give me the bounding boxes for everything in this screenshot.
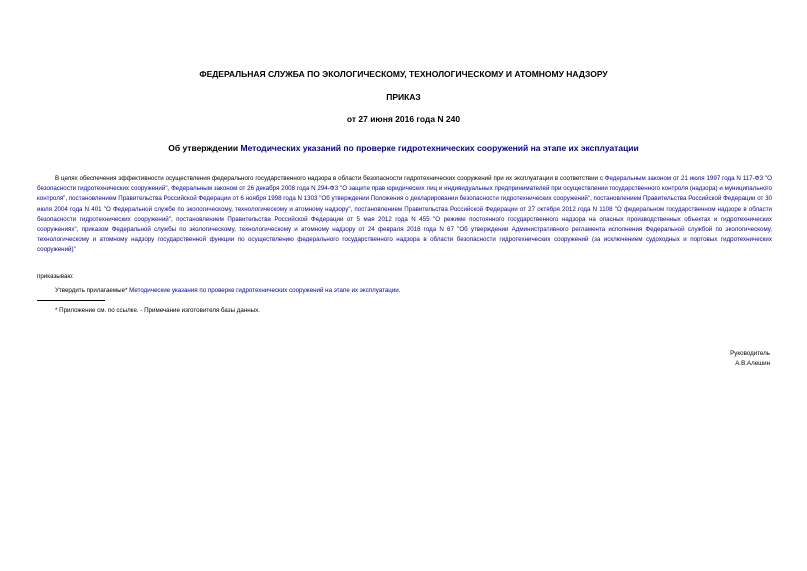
signatory-role: Руководитель <box>730 350 770 357</box>
title-link[interactable]: Методических указаний по проверке гидротехнических сооружений на этапе их эксплуатации <box>240 143 639 153</box>
order-link-67[interactable]: приказом Федеральной службы по экологическому, технологическому и атомному надзору от 24 февраля 2016 года N 67 "Об утверждении Административного регламента исполнения Федеральной службой по экологическому, технологическому и атомному надзору государственной функции по осуществлению федерального государственного надзора в области безопасности гидротехнических сооружений (за исключением судоходных и портовых гидротехнических сооружений)" <box>37 226 772 254</box>
signature-block <box>730 349 770 369</box>
decree-link-455[interactable]: постановлением Правительства Российской Федерации от 5 мая 2012 года N 455 "О режиме постоянного государственного надзора на опасных производственных объектах и гидротехнических сооружениях" <box>37 215 772 234</box>
separator: , <box>65 195 69 203</box>
law-link-294fz[interactable]: Федеральным законом от 26 декабря 2008 года N 294-ФЗ "О защите прав юридических лиц и индивидуальных предпринимателей при осуществлении государственного контроля (надзора) и муниципального контроля" <box>37 185 772 203</box>
preamble-text-1: В целях обеспечения эффективности осуществления федерального государственного надзора в области безопасности гидротехнических сооружений при их эксплуатации в соответствии с <box>55 175 605 182</box>
decree-link-1108[interactable]: постановлением Правительства Российской Федерации от 27 октября 2012 года N 1108 "О федеральном государственном надзоре в области безопасности гидротехнических сооружений" <box>37 205 772 223</box>
approve-text: Утвердить прилагаемые* <box>55 287 130 294</box>
separator: , <box>590 195 594 203</box>
separator: , <box>350 205 355 213</box>
document-title <box>0 143 807 153</box>
separator: , <box>167 185 172 193</box>
footnote: * Приложение см. по ссылке. - Примечание изготовителя базы данных. <box>55 307 260 314</box>
law-link-117fz[interactable]: Федеральным законом от 21 июля 1997 года N 117-ФЗ "О безопасности гидротехнических сооружений" <box>37 175 772 193</box>
document-date: от 27 июня 2016 года N 240 <box>346 114 461 124</box>
decree-link-401[interactable]: постановлением Правительства Российской Федерации от 30 июля 2004 года N 401 "О Федеральной службе по экологическому, технологическому и атомному надзору" <box>37 195 772 213</box>
footnote-divider <box>37 300 105 301</box>
decree-link-1303[interactable]: постановлением Правительства Российской Федерации от 6 ноября 1998 года N 1303 "Об утверждении Положения о декларировании безопасности гидротехнических сооружений" <box>68 195 591 203</box>
approve-paragraph <box>55 287 400 294</box>
document-type: ПРИКАЗ <box>386 92 421 102</box>
title-prefix: Об утверждении <box>168 143 241 153</box>
approve-end: . <box>398 287 401 294</box>
organization-name: ФЕДЕРАЛЬНАЯ СЛУЖБА ПО ЭКОЛОГИЧЕСКОМУ, ТЕХНОЛОГИЧЕСКОМУ И АТОМНОМУ НАДЗОРУ <box>199 69 608 79</box>
signatory-name: А.В.Алешин <box>735 360 770 367</box>
separator: , <box>170 215 177 223</box>
guidelines-link[interactable]: Методические указания по проверке гидротехнических сооружений на этапе их эксплуатации <box>129 287 399 294</box>
separator: , <box>76 226 82 234</box>
preamble-paragraph <box>37 174 772 256</box>
order-word: приказываю: <box>37 273 74 280</box>
